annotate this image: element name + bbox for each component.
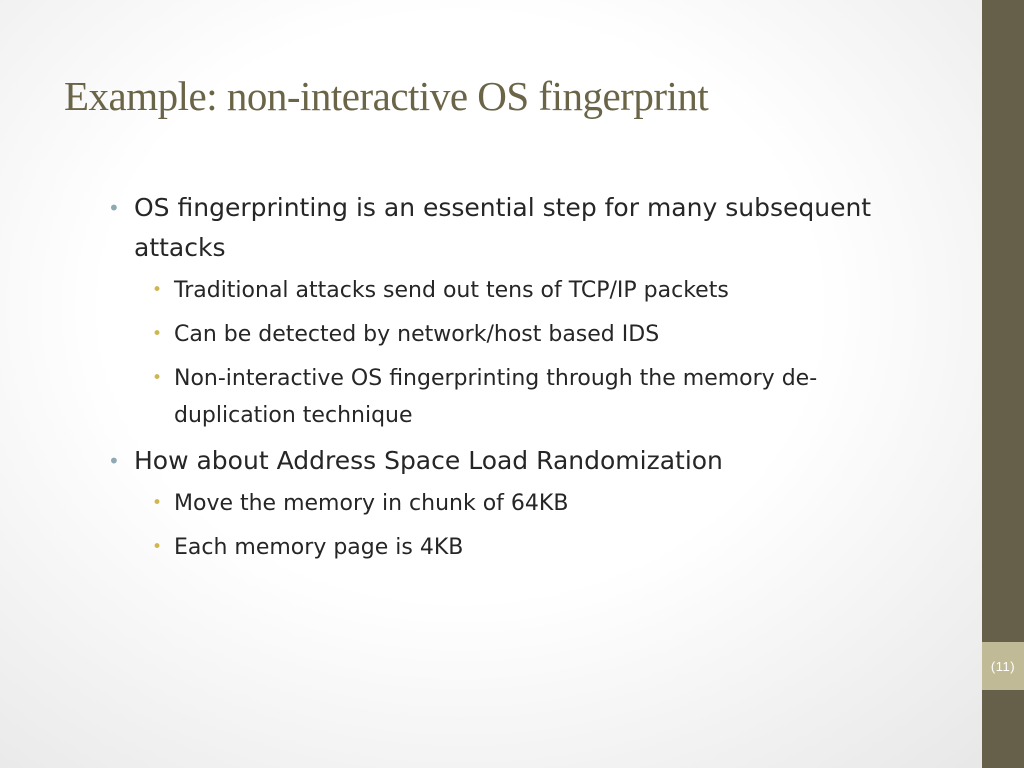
sub-bullet-item [134,529,876,566]
sub-bullet-item [134,272,876,309]
page-number [991,659,1015,674]
bullet-list [106,188,876,566]
bullet-item [106,188,876,434]
sub-bullet-text: Non-interactive OS fingerprinting through the memory de-duplication technique [174,366,818,428]
bullet-text: How about Address Space Load Randomization [134,446,723,475]
sub-bullet-icon: • [152,280,163,300]
bullet-text: OS fingerprinting is an essential step for many subsequent attacks [134,193,872,262]
slide-title: Example: non-interactive OS fingerprint [64,73,709,119]
sub-bullet-text: Can be detected by network/host based IDS [174,322,660,347]
sub-bullet-text: Move the memory in chunk of 64KB [174,491,569,516]
sub-bullet-list [134,485,876,566]
bullet-icon: • [108,449,120,473]
sub-bullet-item [134,485,876,522]
bullet-icon: • [108,196,120,220]
page-number-box [982,642,1024,690]
slide-content [106,188,876,573]
sub-bullet-text: Each memory page is 4KB [174,535,464,560]
sub-bullet-icon: • [152,537,163,557]
page-number-value: 11 [995,658,1011,674]
sub-bullet-item [134,360,876,434]
sub-bullet-icon: • [152,324,163,344]
sub-bullet-list [134,272,876,434]
sub-bullet-item [134,316,876,353]
bullet-item [106,441,876,566]
page-number-open: ( [990,658,996,674]
page-number-close: ) [1010,658,1016,674]
sub-bullet-icon: • [152,368,163,388]
sub-bullet-icon: • [152,493,163,513]
sub-bullet-text: Traditional attacks send out tens of TCP/IP packets [174,278,729,303]
